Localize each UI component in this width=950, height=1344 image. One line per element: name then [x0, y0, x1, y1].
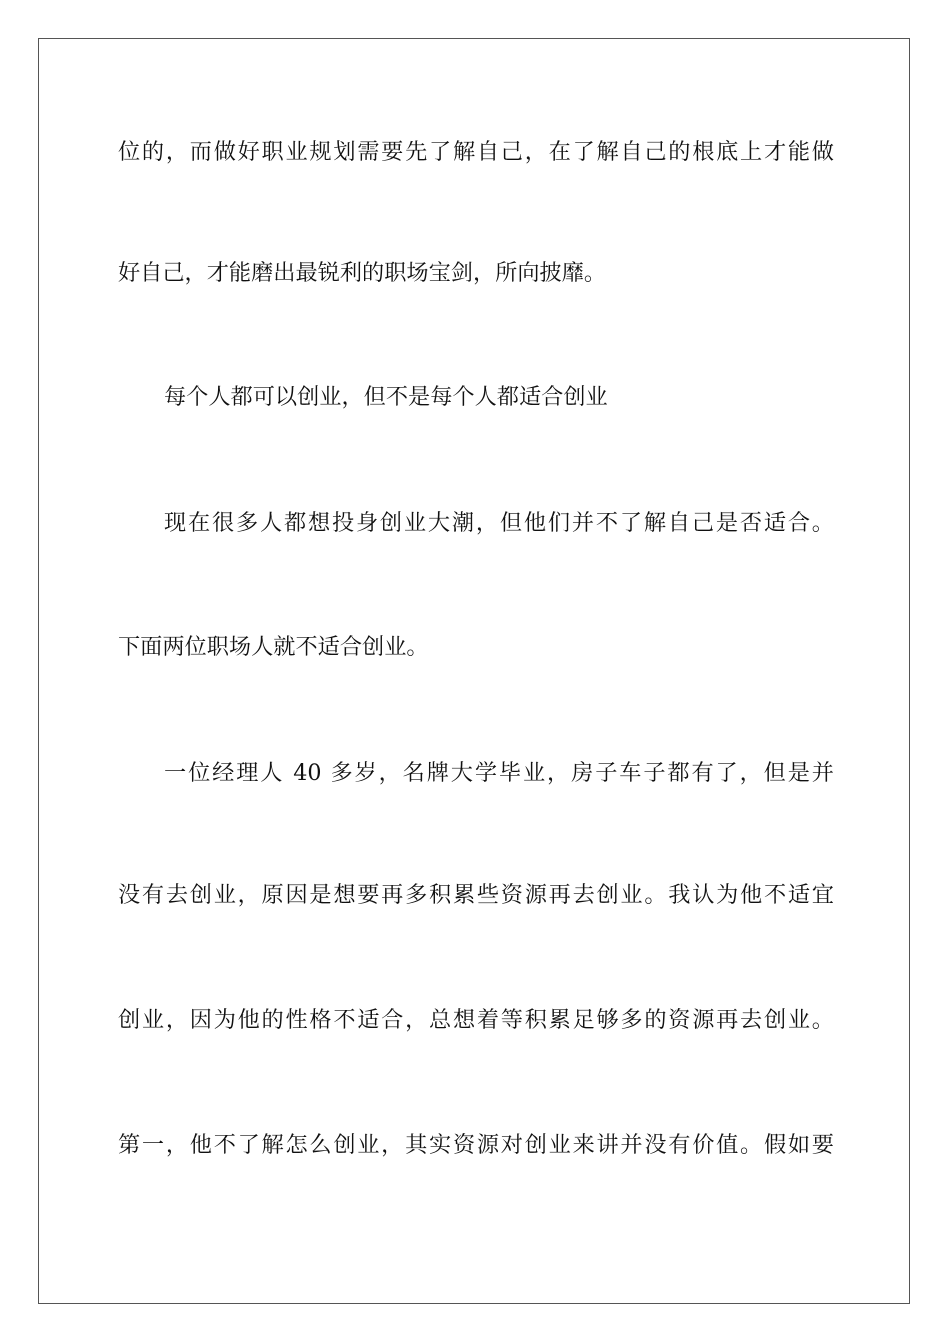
section-heading: 每个人都可以创业，但不是每个人都适合创业 — [164, 384, 608, 410]
paragraph-line: 创业，因为他的性格不适合，总想着等积累足够多的资源再去创业。 — [118, 1007, 834, 1033]
paragraph-line: 好自己，才能磨出最锐利的职场宝剑，所向披靡。 — [118, 260, 607, 286]
paragraph-line: 下面两位职场人就不适合创业。 — [118, 634, 429, 660]
paragraph-line: 没有去创业，原因是想要再多积累些资源再去创业。我认为他不适宜 — [118, 882, 834, 908]
paragraph-line: 第一，他不了解怎么创业，其实资源对创业来讲并没有价值。假如要 — [118, 1132, 834, 1158]
paragraph-line: 位的，而做好职业规划需要先了解自己，在了解自己的根底上才能做 — [118, 139, 834, 165]
page-border — [38, 38, 910, 1304]
paragraph-line: 一位经理人 40 多岁，名牌大学毕业，房子车子都有了，但是并 — [164, 760, 834, 786]
paragraph-line: 现在很多人都想投身创业大潮，但他们并不了解自己是否适合。 — [164, 510, 834, 536]
